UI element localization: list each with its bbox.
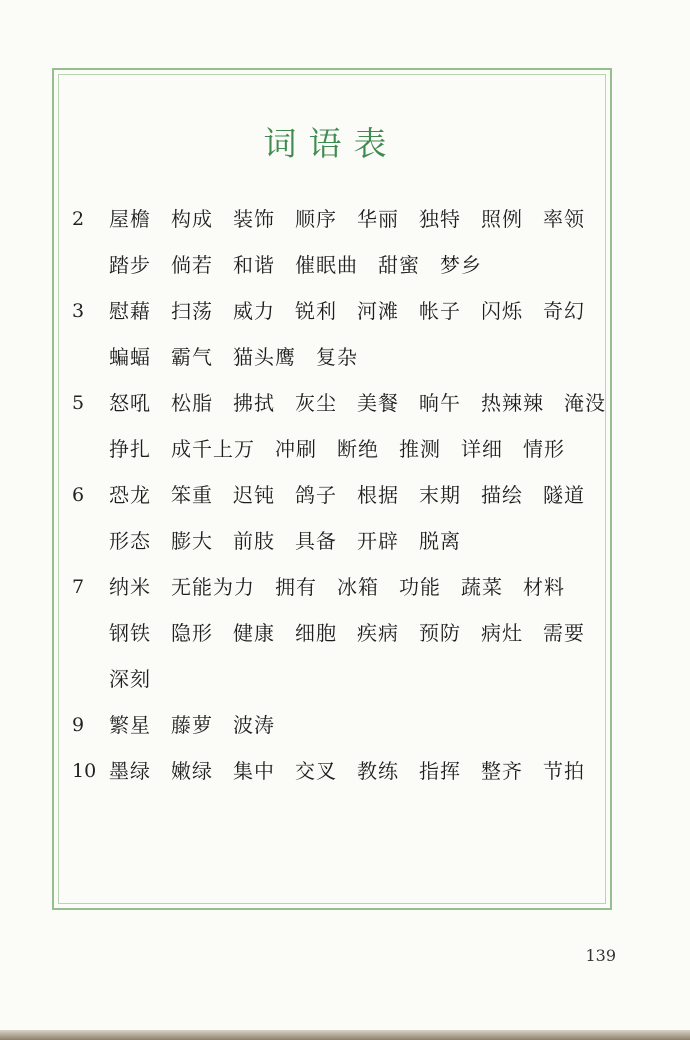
lesson-group bbox=[72, 288, 602, 380]
lesson-number: 7 bbox=[72, 576, 85, 598]
vocabulary-word: 隧道 bbox=[543, 483, 585, 507]
vocabulary-word: 屋檐 bbox=[109, 207, 151, 231]
vocabulary-word: 材料 bbox=[523, 575, 565, 599]
vocabulary-word: 梦乡 bbox=[440, 253, 482, 277]
vocabulary-word: 蔬菜 bbox=[461, 575, 503, 599]
vocabulary-word: 闪烁 bbox=[481, 299, 523, 323]
lesson-group bbox=[72, 472, 602, 564]
vocabulary-word: 详细 bbox=[461, 437, 503, 461]
vocabulary-word: 疾病 bbox=[357, 621, 399, 645]
vocabulary-word: 功能 bbox=[399, 575, 441, 599]
vocabulary-word: 华丽 bbox=[357, 207, 399, 231]
page-bottom-edge bbox=[0, 1030, 690, 1040]
vocabulary-word: 节拍 bbox=[543, 759, 585, 783]
lesson-group bbox=[72, 564, 602, 702]
vocabulary-word: 锐利 bbox=[295, 299, 337, 323]
vocabulary-word: 指挥 bbox=[419, 759, 461, 783]
vocabulary-word: 钢铁 bbox=[109, 621, 151, 645]
vocabulary-word: 慰藉 bbox=[109, 299, 151, 323]
vocabulary-word: 纳米 bbox=[109, 575, 151, 599]
vocabulary-word: 鸽子 bbox=[295, 483, 337, 507]
vocabulary-word: 踏步 bbox=[109, 253, 151, 277]
vocabulary-word: 扫荡 bbox=[171, 299, 213, 323]
lesson-group bbox=[72, 748, 602, 794]
lesson-group bbox=[72, 702, 602, 748]
vocabulary-word: 墨绿 bbox=[109, 759, 151, 783]
lesson-number: 10 bbox=[72, 760, 97, 782]
vocabulary-word: 冰箱 bbox=[337, 575, 379, 599]
vocabulary-word: 推测 bbox=[399, 437, 441, 461]
vocabulary-word: 构成 bbox=[171, 207, 213, 231]
lesson-group bbox=[72, 196, 602, 288]
word-list bbox=[109, 702, 609, 748]
vocabulary-word: 奇幻 bbox=[543, 299, 585, 323]
vocabulary-word: 淹没 bbox=[564, 391, 606, 415]
lesson-number: 3 bbox=[72, 300, 85, 322]
vocabulary-word: 怒吼 bbox=[109, 391, 151, 415]
vocabulary-word: 隐形 bbox=[171, 621, 213, 645]
vocabulary-word: 根据 bbox=[357, 483, 399, 507]
lesson-group bbox=[72, 380, 606, 472]
vocabulary-word: 蝙蝠 bbox=[109, 345, 151, 369]
vocabulary-word: 波涛 bbox=[233, 713, 275, 737]
vocabulary-word: 猫头鹰 bbox=[233, 345, 296, 369]
page-number: 139 bbox=[585, 946, 616, 965]
vocabulary-word: 松脂 bbox=[171, 391, 213, 415]
vocabulary-word: 预防 bbox=[419, 621, 461, 645]
lesson-number: 5 bbox=[72, 392, 85, 414]
vocabulary-word: 热辣辣 bbox=[481, 391, 544, 415]
vocabulary-word: 笨重 bbox=[171, 483, 213, 507]
vocabulary-word: 装饰 bbox=[233, 207, 275, 231]
vocabulary-word: 倘若 bbox=[171, 253, 213, 277]
vocabulary-word: 前肢 bbox=[233, 529, 275, 553]
vocabulary-word: 甜蜜 bbox=[378, 253, 420, 277]
vocabulary-word: 开辟 bbox=[357, 529, 399, 553]
page-title: 词语表 bbox=[263, 124, 399, 163]
vocabulary-word: 教练 bbox=[357, 759, 399, 783]
word-list bbox=[109, 748, 609, 794]
word-list bbox=[109, 472, 609, 564]
vocabulary-word: 嫩绿 bbox=[171, 759, 213, 783]
vocabulary-word: 描绘 bbox=[481, 483, 523, 507]
vocabulary-word: 冲刷 bbox=[275, 437, 317, 461]
vocabulary-word: 顺序 bbox=[295, 207, 337, 231]
vocabulary-word: 末期 bbox=[419, 483, 461, 507]
vocabulary-word: 成千上万 bbox=[171, 437, 255, 461]
lesson-number: 6 bbox=[72, 484, 85, 506]
vocabulary-word: 率领 bbox=[543, 207, 585, 231]
vocabulary-word: 病灶 bbox=[481, 621, 523, 645]
vocabulary-word: 美餐 bbox=[357, 391, 399, 415]
lesson-number: 2 bbox=[72, 208, 85, 230]
vocabulary-word: 威力 bbox=[233, 299, 275, 323]
word-list bbox=[109, 564, 609, 702]
vocabulary-word: 挣扎 bbox=[109, 437, 151, 461]
vocabulary-word: 恐龙 bbox=[109, 483, 151, 507]
vocabulary-word: 照例 bbox=[481, 207, 523, 231]
vocabulary-word: 具备 bbox=[295, 529, 337, 553]
vocabulary-word: 迟钝 bbox=[233, 483, 275, 507]
vocabulary-word: 拂拭 bbox=[233, 391, 275, 415]
vocabulary-word: 情形 bbox=[523, 437, 565, 461]
vocabulary-word: 霸气 bbox=[171, 345, 213, 369]
vocabulary-word: 灰尘 bbox=[295, 391, 337, 415]
vocabulary-word: 藤萝 bbox=[171, 713, 213, 737]
vocabulary-word: 脱离 bbox=[419, 529, 461, 553]
vocabulary-word: 河滩 bbox=[357, 299, 399, 323]
vocabulary-list bbox=[72, 196, 606, 794]
vocabulary-word: 无能为力 bbox=[171, 575, 255, 599]
vocabulary-word: 和谐 bbox=[233, 253, 275, 277]
vocabulary-word: 需要 bbox=[543, 621, 585, 645]
vocabulary-word: 晌午 bbox=[419, 391, 461, 415]
vocabulary-word: 膨大 bbox=[171, 529, 213, 553]
word-list bbox=[109, 196, 609, 288]
vocabulary-word: 催眠曲 bbox=[295, 253, 358, 277]
vocabulary-word: 深刻 bbox=[109, 667, 151, 691]
vocabulary-word: 独特 bbox=[419, 207, 461, 231]
vocabulary-word: 复杂 bbox=[316, 345, 358, 369]
vocabulary-word: 交叉 bbox=[295, 759, 337, 783]
vocabulary-word: 拥有 bbox=[275, 575, 317, 599]
vocabulary-word: 健康 bbox=[233, 621, 275, 645]
vocabulary-word: 集中 bbox=[233, 759, 275, 783]
word-list bbox=[109, 380, 609, 472]
vocabulary-word: 断绝 bbox=[337, 437, 379, 461]
vocabulary-word: 细胞 bbox=[295, 621, 337, 645]
vocabulary-word: 形态 bbox=[109, 529, 151, 553]
vocabulary-word: 繁星 bbox=[109, 713, 151, 737]
word-list bbox=[109, 288, 609, 380]
vocabulary-word: 帐子 bbox=[419, 299, 461, 323]
vocabulary-word: 整齐 bbox=[481, 759, 523, 783]
lesson-number: 9 bbox=[72, 714, 85, 736]
